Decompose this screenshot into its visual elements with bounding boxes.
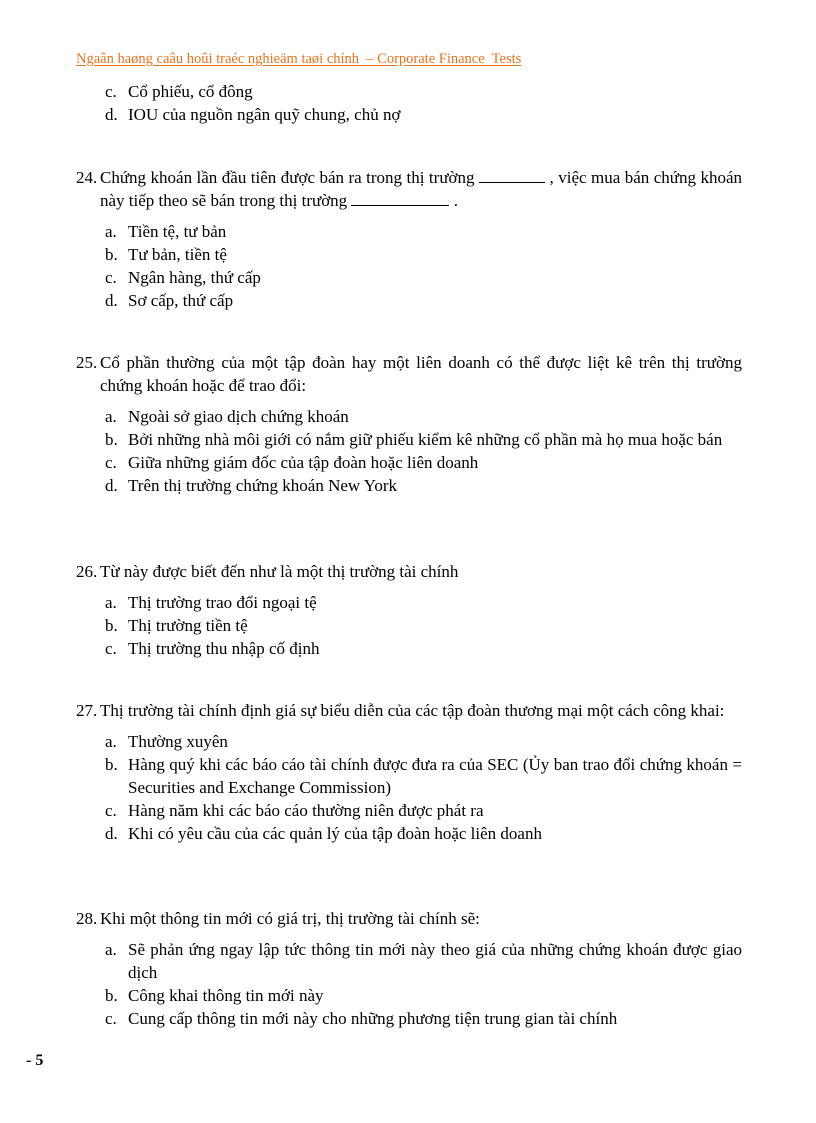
option-item <box>76 614 742 637</box>
option-letter: a. <box>105 222 117 241</box>
option-letter: b. <box>105 616 118 635</box>
question-number: 24. <box>76 168 98 187</box>
option-text: Sẽ phản ứng ngay lập tức thông tin mới này theo giá của những chứng khoán được giao dịch <box>128 940 742 982</box>
question-text <box>76 699 742 722</box>
option-item <box>76 405 742 428</box>
question-text <box>76 351 742 397</box>
option-letter: b. <box>105 986 118 1005</box>
option-letter: c. <box>105 1009 117 1028</box>
option-text: Thường xuyên <box>128 732 228 751</box>
question-text-part: , việc mua bán chứng khoán này tiếp theo sẽ bán trong thị trường <box>100 168 743 210</box>
options-list <box>76 591 742 660</box>
option-item <box>76 938 742 984</box>
option-text: Tư bản, tiền tệ <box>128 245 227 264</box>
option-item <box>76 451 742 474</box>
option-item <box>76 103 742 126</box>
question-text-part: Chứng khoán lần đầu tiên được bán ra trong thị trường <box>100 168 475 187</box>
options-list <box>76 220 742 312</box>
page-header: Ngaân haøng caâu hoûi traéc nghieäm taøi chính – Corporate Finance Tests <box>76 51 522 67</box>
question-text-body: Khi một thông tin mới có giá trị, thị trường tài chính sẽ: <box>100 909 480 928</box>
question-25 <box>76 351 742 497</box>
option-letter: c. <box>105 268 117 287</box>
answer-blank <box>479 167 545 183</box>
option-item <box>76 637 742 660</box>
option-letter: d. <box>105 291 118 310</box>
question-text <box>76 560 742 583</box>
option-text: Thị trường thu nhập cố định <box>128 639 320 658</box>
question-28 <box>76 907 742 1030</box>
option-letter: b. <box>105 245 118 264</box>
option-text: Trên thị trường chứng khoán New York <box>128 476 398 495</box>
question-number: 26. <box>76 562 98 581</box>
question-text-body: Thị trường tài chính định giá sự biểu diễn của các tập đoàn thương mại một cách công khai: <box>100 701 725 720</box>
option-text: Khi có yêu cầu của các quản lý của tập đoàn hoặc liên doanh <box>128 824 542 843</box>
answer-blank <box>351 190 449 206</box>
options-list <box>76 405 742 497</box>
option-item <box>76 799 742 822</box>
option-item <box>76 474 742 497</box>
question-text-body: Cổ phần thường của một tập đoàn hay một liên doanh có thể được liệt kê trên thị trường chứng khoán hoặc để trao đổi: <box>100 353 742 395</box>
option-text: Công khai thông tin mới này <box>128 986 324 1005</box>
question-27 <box>76 699 742 845</box>
option-item <box>76 220 742 243</box>
option-text: Thị trường tiền tệ <box>128 616 248 635</box>
option-text: Tiền tệ, tư bản <box>128 222 227 241</box>
option-text: Hàng quý khi các báo cáo tài chính được đưa ra của SEC (Ủy ban trao đổi chứng khoán = Securities and Exchange Commission) <box>128 755 742 797</box>
question-number: 28. <box>76 909 98 928</box>
option-text: Giữa những giám đốc của tập đoàn hoặc liên doanh <box>128 453 479 472</box>
option-item <box>76 984 742 1007</box>
option-text: Cổ phiếu, cổ đông <box>128 82 253 101</box>
option-text: Thị trường trao đổi ngoại tệ <box>128 593 317 612</box>
option-item <box>76 822 742 845</box>
option-item <box>76 428 742 451</box>
option-letter: a. <box>105 407 117 426</box>
option-item <box>76 730 742 753</box>
option-item <box>76 753 742 799</box>
option-item <box>76 243 742 266</box>
option-letter: a. <box>105 940 117 959</box>
option-letter: d. <box>105 476 118 495</box>
option-letter: c. <box>105 801 117 820</box>
option-item <box>76 266 742 289</box>
question-text-part: . <box>453 191 458 210</box>
question-text-body: Từ này được biết đến như là một thị trường tài chính <box>100 562 459 581</box>
question-number: 27. <box>76 701 98 720</box>
question-26 <box>76 560 742 660</box>
option-text: Cung cấp thông tin mới này cho những phương tiện trung gian tài chính <box>128 1009 618 1028</box>
option-letter: c. <box>105 453 117 472</box>
page-number: - 5 <box>26 1052 44 1069</box>
option-item <box>76 289 742 312</box>
option-item <box>76 591 742 614</box>
option-item <box>76 80 742 103</box>
options-list <box>76 938 742 1030</box>
option-text: Ngoài sở giao dịch chứng khoán <box>128 407 349 426</box>
option-letter: c. <box>105 82 117 101</box>
option-letter: a. <box>105 593 117 612</box>
option-letter: c. <box>105 639 117 658</box>
option-letter: d. <box>105 105 118 124</box>
option-text: Hàng năm khi các báo cáo thường niên được phát ra <box>128 801 484 820</box>
option-text: Ngân hàng, thứ cấp <box>128 268 261 287</box>
option-text: IOU của nguồn ngân quỹ chung, chủ nợ <box>128 105 401 124</box>
options-list <box>76 730 742 845</box>
question-text <box>76 907 742 930</box>
option-letter: b. <box>105 755 118 774</box>
question-24 <box>76 166 742 312</box>
option-item <box>76 1007 742 1030</box>
option-text: Sơ cấp, thứ cấp <box>128 291 234 310</box>
question-number: 25. <box>76 353 98 372</box>
option-letter: a. <box>105 732 117 751</box>
option-text: Bởi những nhà môi giới có nắm giữ phiếu kiểm kê những cổ phần mà họ mua hoặc bán <box>128 430 723 449</box>
option-letter: b. <box>105 430 118 449</box>
option-letter: d. <box>105 824 118 843</box>
question-text <box>76 166 742 212</box>
question-23-continuation <box>76 80 742 126</box>
